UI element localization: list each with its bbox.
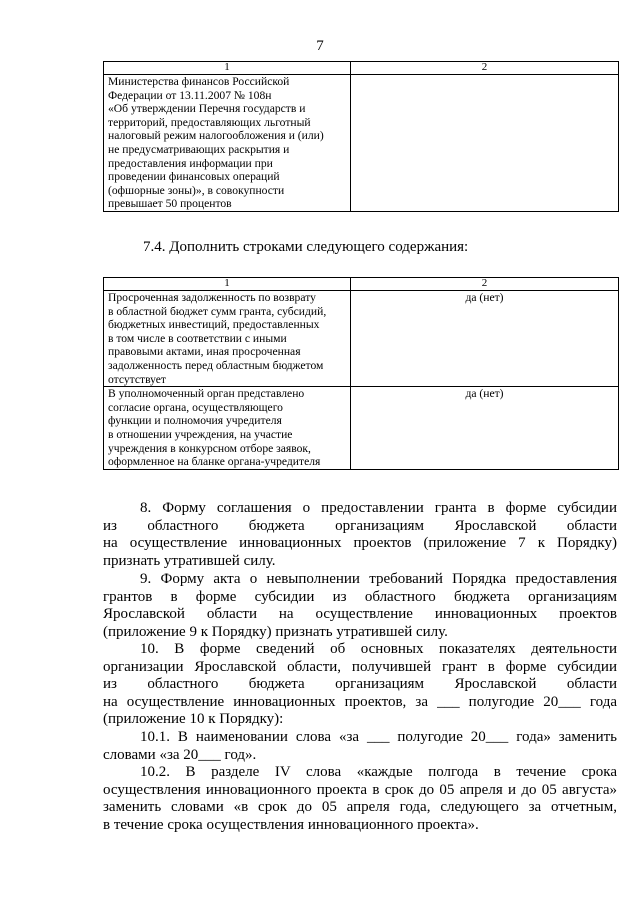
column-header-1: 1 xyxy=(104,278,351,291)
value-cell xyxy=(351,75,619,212)
cell-line: (офшорные зоны)», в совокупности xyxy=(108,183,285,197)
paragraph-line: (приложение 10 к Порядку): xyxy=(103,711,284,728)
cell-line: Министерства финансов Российской xyxy=(108,75,290,88)
cell-line: налоговый режим налогообложения и (или) xyxy=(108,129,324,143)
paragraph-line: 10. В форме сведений об основных показателях деятельности xyxy=(140,641,617,657)
paragraph-line: 10.2. В разделе IV слова «каждые полгода в течение срока xyxy=(140,764,617,780)
criterion-cell xyxy=(104,291,351,387)
paragraph-line: 8. Форму соглашения о предоставлении гранта в форме субсидии xyxy=(140,500,617,516)
paragraph-line: заменить словами «в срок до 05 апреля года, следующего за отчетным, xyxy=(103,799,617,816)
paragraph-10-2 xyxy=(103,764,617,834)
cell-line: задолженность перед областным бюджетом xyxy=(108,358,324,372)
cell-line: в том числе в соответствии с иными xyxy=(108,331,287,345)
paragraph-line: грантов в форме субсидии из областного бюджета организациям xyxy=(103,588,617,605)
page-number: 7 xyxy=(316,38,324,54)
paragraph-line: в течение срока осуществления инновационного проекта». xyxy=(103,816,479,833)
cell-line: бюджетных инвестиций, предоставленных xyxy=(108,318,320,332)
paragraph-line: из областного бюджета организациям Ярославской области xyxy=(103,676,617,693)
cell-line: В уполномоченный орган представлено xyxy=(108,387,305,401)
paragraph-line: организации Ярославской области, получившей грант в форме субсидии xyxy=(103,658,617,675)
continuation-table xyxy=(103,61,619,212)
paragraph-line: (приложение 9 к Порядку) признать утратившей силу. xyxy=(103,623,448,640)
cell-line: согласие органа, осуществляющего xyxy=(108,400,283,414)
paragraph-line: на осуществление инновационных проектов, за ___ полугодие 20___ года xyxy=(103,693,617,710)
cell-line: проведении финансовых операций xyxy=(108,170,280,184)
paragraph-10-1 xyxy=(103,729,617,764)
value-cell: да (нет) xyxy=(351,387,619,470)
paragraph-line: Ярославской области на осуществление инновационных проектов xyxy=(103,606,617,623)
paragraph-line: на осуществление инновационных проектов (приложение 7 к Порядку) xyxy=(103,535,617,552)
paragraph-line: осуществления инновационного проекта в срок до 05 апреля и до 05 августа» xyxy=(103,781,617,798)
paragraph-10 xyxy=(103,641,617,729)
paragraph-8 xyxy=(103,500,617,570)
section-intro: 7.4. Дополнить строками следующего содержания: xyxy=(143,239,469,255)
paragraph-9 xyxy=(103,571,617,641)
cell-line: функции и полномочия учредителя xyxy=(108,414,282,428)
cell-line: в отношении учреждения, на участие xyxy=(108,427,293,441)
column-header-2: 2 xyxy=(351,278,619,291)
cell-line: Просроченная задолженность по возврату xyxy=(108,291,316,304)
added-rows-table xyxy=(103,277,619,470)
table-row xyxy=(104,75,619,212)
value-cell: да (нет) xyxy=(351,291,619,387)
paragraph-line: словами «за 20___ год». xyxy=(103,746,257,763)
cell-line: «Об утверждении Перечня государств и xyxy=(108,102,306,116)
cell-line: территорий, предоставляющих льготный xyxy=(108,115,311,129)
cell-line: превышает 50 процентов xyxy=(108,197,232,211)
criterion-cell xyxy=(104,75,351,212)
cell-line: учреждения в конкурсном отборе заявок, xyxy=(108,441,311,455)
cell-line: отсутствует xyxy=(108,372,166,386)
paragraph-line: 9. Форму акта о невыполнении требований Порядка предоставления xyxy=(140,571,617,587)
table-header-row xyxy=(104,278,619,291)
cell-line: Федерации от 13.11.2007 № 108н xyxy=(108,88,272,102)
column-header-1: 1 xyxy=(104,62,351,75)
paragraph-line: признать утратившей силу. xyxy=(103,552,276,569)
table-row xyxy=(104,387,619,470)
table-row xyxy=(104,291,619,387)
cell-line: правовыми актами, иная просроченная xyxy=(108,345,301,359)
column-header-2: 2 xyxy=(351,62,619,75)
paragraph-line: 10.1. В наименовании слова «за ___ полугодие 20___ года» заменить xyxy=(140,729,617,745)
criterion-cell xyxy=(104,387,351,470)
cell-line: оформленное на бланке органа-учредителя xyxy=(108,455,321,469)
paragraph-line: из областного бюджета организациям Ярославской области xyxy=(103,517,617,534)
cell-line: не предусматривающих раскрытия и xyxy=(108,142,290,156)
table-header-row xyxy=(104,62,619,75)
cell-line: в областной бюджет сумм гранта, субсидий, xyxy=(108,304,327,318)
cell-line: предоставления информации при xyxy=(108,156,273,170)
